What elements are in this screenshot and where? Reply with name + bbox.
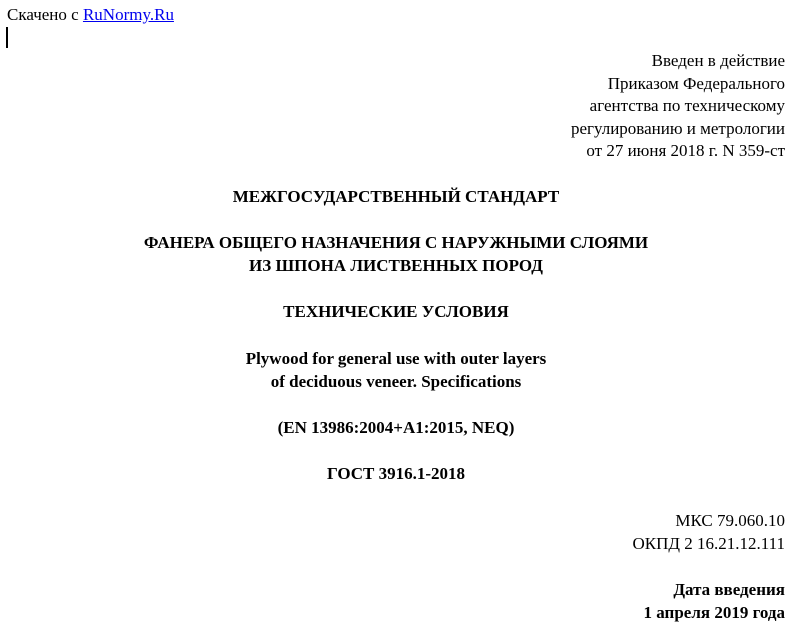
source-link[interactable]: RuNormy.Ru	[82, 5, 174, 24]
source-prefix: Скачено с	[7, 5, 79, 24]
document-subtitle	[0, 301, 792, 324]
english-title-line: of deciduous veneer. Specifications	[270, 371, 522, 391]
classification-codes	[633, 510, 785, 555]
subtitle-text: ТЕХНИЧЕСКИЕ УСЛОВИЯ	[283, 302, 509, 321]
enactment-line: Приказом Федерального	[607, 73, 785, 93]
document-title	[0, 232, 792, 277]
equivalence-note	[0, 417, 792, 440]
enactment-note	[571, 50, 785, 163]
source-line	[7, 4, 174, 25]
standard-number-text: ГОСТ 3916.1-2018	[326, 464, 466, 483]
enactment-line: от 27 июня 2018 г. N 359-ст	[586, 141, 785, 161]
mks-code: МКС 79.060.10	[675, 511, 785, 530]
title-line: ИЗ ШПОНА ЛИСТВЕННЫХ ПОРОД	[249, 255, 543, 275]
introduction-date-label: Дата введения	[673, 580, 785, 599]
text-cursor	[6, 27, 8, 48]
equivalence-text: (EN 13986:2004+A1:2015, NEQ)	[277, 418, 515, 437]
enactment-line: Введен в действие	[651, 51, 785, 70]
heading-text: МЕЖГОСУДАРСТВЕННЫЙ СТАНДАРТ	[232, 187, 560, 206]
introduction-date	[644, 579, 785, 624]
okpd-code: ОКПД 2 16.21.12.111	[632, 533, 785, 553]
title-line: ФАНЕРА ОБЩЕГО НАЗНАЧЕНИЯ С НАРУЖНЫМИ СЛОЯМИ	[143, 233, 649, 252]
english-title-line: Plywood for general use with outer layers	[245, 349, 547, 368]
standard-heading	[0, 186, 792, 209]
enactment-line: агентства по техническому	[589, 96, 785, 116]
english-title	[0, 348, 792, 393]
standard-number	[0, 463, 792, 486]
introduction-date-value: 1 апреля 2019 года	[643, 602, 785, 622]
enactment-line: регулированию и метрологии	[570, 118, 785, 138]
